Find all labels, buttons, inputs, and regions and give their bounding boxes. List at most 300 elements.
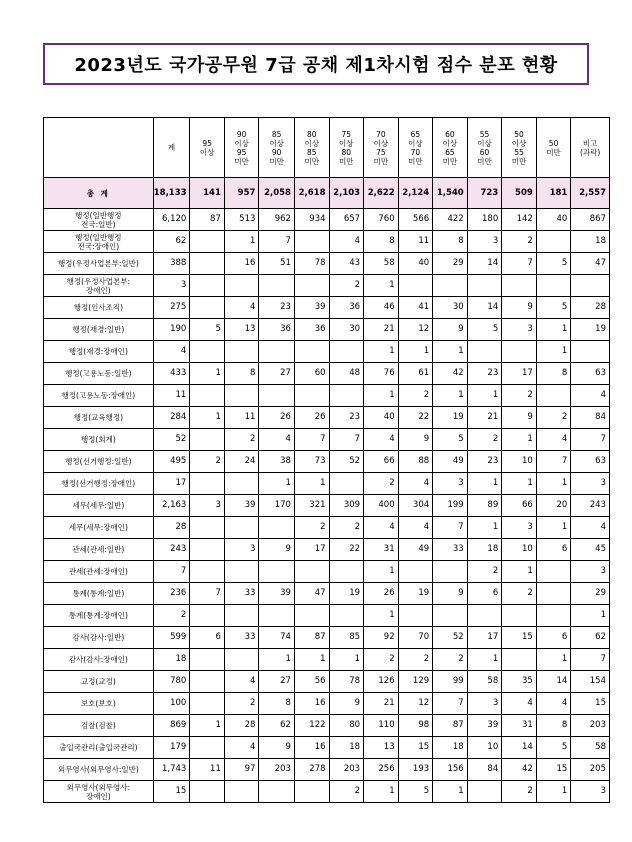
row-label: 행정(고용노동:장애인): [44, 385, 154, 407]
table-cell: 957: [224, 178, 259, 209]
row-label: 외무영사(외무영사:일반): [44, 759, 154, 781]
table-row: [44, 473, 610, 495]
table-cell: 26: [364, 583, 399, 605]
table-cell: 2: [153, 605, 190, 627]
table-cell: 38: [259, 451, 295, 473]
table-cell: 87: [294, 627, 329, 649]
table-cell: 89: [467, 495, 502, 517]
row-label: 외무영사(외무영사: 장애인): [44, 781, 154, 803]
table-row: [44, 275, 610, 297]
table-cell: 599: [153, 627, 190, 649]
table-row: [44, 385, 610, 407]
table-cell: 19: [571, 319, 610, 341]
table-cell: 6: [467, 583, 502, 605]
table-cell: 2,163: [153, 495, 190, 517]
table-cell: 2: [329, 517, 364, 539]
table-cell: 39: [294, 297, 329, 319]
table-cell: 7: [259, 231, 295, 253]
table-cell: 2: [224, 429, 259, 451]
table-cell: 2: [364, 649, 399, 671]
table-cell: 5: [433, 429, 468, 451]
table-cell: 40: [398, 253, 433, 275]
row-label: 행정(일반행정 전국:일반): [44, 209, 154, 231]
table-cell: 87: [433, 715, 468, 737]
table-cell: 1: [536, 341, 571, 363]
table-cell: 256: [364, 759, 399, 781]
table-cell: 1: [536, 649, 571, 671]
row-label: 세무(세무:일반): [44, 495, 154, 517]
table-cell: 110: [364, 715, 399, 737]
table-cell: 4: [224, 737, 259, 759]
table-cell: [294, 781, 329, 803]
table-cell: 62: [571, 627, 610, 649]
table-cell: 24: [224, 451, 259, 473]
table-cell: 2: [502, 583, 537, 605]
table-cell: [190, 781, 225, 803]
table-cell: 2,622: [364, 178, 399, 209]
table-cell: 47: [294, 583, 329, 605]
row-label: 행정(고용노동:일반): [44, 363, 154, 385]
table-cell: 4: [259, 429, 295, 451]
table-cell: 14: [502, 737, 537, 759]
row-label: 검찰(검찰): [44, 715, 154, 737]
table-cell: 7: [536, 451, 571, 473]
table-cell: 35: [502, 671, 537, 693]
table-row: [44, 671, 610, 693]
table-cell: 1: [433, 385, 468, 407]
table-cell: 203: [329, 759, 364, 781]
table-cell: 4: [398, 473, 433, 495]
table-cell: 19: [329, 583, 364, 605]
row-label: 통계(통계:장애인): [44, 605, 154, 627]
table-cell: 49: [398, 539, 433, 561]
table-cell: 4: [224, 671, 259, 693]
table-cell: [190, 693, 225, 715]
table-row: [44, 495, 610, 517]
table-cell: [571, 341, 610, 363]
table-cell: 15: [536, 759, 571, 781]
table-cell: 7: [571, 429, 610, 451]
table-cell: 8: [364, 231, 399, 253]
table-cell: [224, 605, 259, 627]
table-cell: 87: [190, 209, 225, 231]
table-cell: 11: [153, 385, 190, 407]
table-cell: [329, 341, 364, 363]
table-cell: 40: [536, 209, 571, 231]
table-cell: [190, 561, 225, 583]
table-cell: 51: [259, 253, 295, 275]
table-cell: 199: [433, 495, 468, 517]
table-cell: 1: [536, 319, 571, 341]
table-cell: [398, 561, 433, 583]
table-cell: 27: [259, 671, 295, 693]
table-cell: 6: [190, 627, 225, 649]
table-row: [44, 627, 610, 649]
table-cell: 23: [467, 451, 502, 473]
table-row: [44, 715, 610, 737]
row-label: 행정(재경:장애인): [44, 341, 154, 363]
table-cell: 29: [433, 253, 468, 275]
table-cell: 28: [153, 517, 190, 539]
table-cell: 2,618: [294, 178, 329, 209]
table-cell: 657: [329, 209, 364, 231]
table-row: [44, 693, 610, 715]
table-row: [44, 649, 610, 671]
table-cell: 28: [571, 297, 610, 319]
table-cell: 19: [433, 407, 468, 429]
table-cell: 52: [153, 429, 190, 451]
table-cell: 2: [433, 649, 468, 671]
table-cell: 33: [224, 583, 259, 605]
column-header: 65 이상 70 미만: [398, 118, 433, 178]
table-cell: 495: [153, 451, 190, 473]
table-cell: 1: [190, 407, 225, 429]
table-cell: 236: [153, 583, 190, 605]
table-row: [44, 561, 610, 583]
table-cell: [190, 649, 225, 671]
row-label: 관세(관세:장애인): [44, 561, 154, 583]
table-cell: 4: [364, 517, 399, 539]
table-cell: 16: [294, 737, 329, 759]
table-cell: [259, 341, 295, 363]
table-cell: 18: [571, 231, 610, 253]
table-cell: [294, 605, 329, 627]
table-cell: 26: [294, 407, 329, 429]
table-cell: 4: [536, 693, 571, 715]
table-cell: 388: [153, 253, 190, 275]
table-cell: [329, 473, 364, 495]
column-header: 70 이상 75 미만: [364, 118, 399, 178]
table-cell: 7: [571, 649, 610, 671]
table-cell: 41: [398, 297, 433, 319]
table-cell: 7: [329, 429, 364, 451]
table-cell: [467, 275, 502, 297]
table-cell: 1: [502, 473, 537, 495]
table-cell: 13: [364, 737, 399, 759]
table-cell: [259, 385, 295, 407]
table-cell: 284: [153, 407, 190, 429]
table-cell: 1: [190, 363, 225, 385]
table-cell: 2,058: [259, 178, 295, 209]
table-cell: 17: [153, 473, 190, 495]
table-cell: [224, 517, 259, 539]
table-cell: [190, 671, 225, 693]
table-cell: 3: [224, 539, 259, 561]
table-row: [44, 781, 610, 803]
row-label: 교정(교정): [44, 671, 154, 693]
table-cell: 4: [536, 429, 571, 451]
table-cell: 39: [224, 495, 259, 517]
table-cell: 3: [467, 693, 502, 715]
table-cell: 48: [329, 363, 364, 385]
column-header: 85 이상 90 미만: [259, 118, 295, 178]
table-cell: 1: [329, 649, 364, 671]
table-cell: 5: [467, 319, 502, 341]
table-row: [44, 539, 610, 561]
table-cell: 70: [398, 627, 433, 649]
table-cell: 1: [502, 429, 537, 451]
table-cell: 2: [329, 275, 364, 297]
table-row: [44, 341, 610, 363]
table-cell: 14: [536, 671, 571, 693]
table-cell: 16: [294, 693, 329, 715]
table-cell: 2: [224, 693, 259, 715]
table-cell: 92: [364, 627, 399, 649]
row-label: 통계(통계:일반): [44, 583, 154, 605]
table-cell: 33: [433, 539, 468, 561]
table-cell: [224, 385, 259, 407]
table-cell: 9: [398, 429, 433, 451]
table-cell: [502, 341, 537, 363]
table-cell: 14: [467, 253, 502, 275]
column-header: 50 미만: [536, 118, 571, 178]
table-cell: 80: [329, 715, 364, 737]
table-cell: 7: [190, 583, 225, 605]
table-cell: 31: [364, 539, 399, 561]
table-cell: 7: [433, 517, 468, 539]
table-cell: 4: [153, 341, 190, 363]
table-row: [44, 605, 610, 627]
table-cell: 170: [259, 495, 295, 517]
table-cell: 1: [467, 473, 502, 495]
table-cell: [433, 561, 468, 583]
table-cell: 780: [153, 671, 190, 693]
table-cell: 10: [502, 539, 537, 561]
table-cell: 98: [398, 715, 433, 737]
table-cell: 14: [467, 297, 502, 319]
column-header: 50 이상 55 미만: [502, 118, 537, 178]
table-cell: 934: [294, 209, 329, 231]
table-cell: [190, 473, 225, 495]
table-cell: 2: [398, 385, 433, 407]
row-label: 행정(선거행정:장애인): [44, 473, 154, 495]
table-cell: 11: [224, 407, 259, 429]
table-cell: 2: [467, 429, 502, 451]
table-cell: 78: [329, 671, 364, 693]
table-cell: 18: [433, 737, 468, 759]
table-cell: [190, 517, 225, 539]
table-cell: [190, 539, 225, 561]
table-cell: [398, 275, 433, 297]
table-cell: 3: [571, 561, 610, 583]
table-cell: 15: [502, 627, 537, 649]
table-cell: 156: [433, 759, 468, 781]
table-cell: 2,103: [329, 178, 364, 209]
table-cell: 7: [294, 429, 329, 451]
table-cell: 142: [502, 209, 537, 231]
table-cell: 19: [398, 583, 433, 605]
table-cell: [329, 385, 364, 407]
table-row: [44, 363, 610, 385]
table-cell: 4: [224, 297, 259, 319]
table-cell: 4: [398, 517, 433, 539]
table-cell: 17: [467, 627, 502, 649]
table-cell: 179: [153, 737, 190, 759]
table-cell: 40: [364, 407, 399, 429]
table-cell: 3: [571, 781, 610, 803]
table-cell: 76: [364, 363, 399, 385]
table-cell: 9: [259, 539, 295, 561]
table-cell: 122: [294, 715, 329, 737]
table-cell: [294, 231, 329, 253]
table-cell: 5: [536, 737, 571, 759]
table-cell: 43: [329, 253, 364, 275]
table-cell: 1: [571, 605, 610, 627]
table-cell: 66: [364, 451, 399, 473]
table-cell: 16: [224, 253, 259, 275]
table-cell: 2: [398, 649, 433, 671]
table-cell: 9: [433, 319, 468, 341]
table-cell: 23: [329, 407, 364, 429]
table-cell: 1: [536, 781, 571, 803]
table-cell: 11: [190, 759, 225, 781]
table-cell: 309: [329, 495, 364, 517]
table-cell: 1: [433, 341, 468, 363]
table-cell: 243: [571, 495, 610, 517]
table-cell: 39: [259, 583, 295, 605]
table-cell: 2: [329, 781, 364, 803]
table-cell: [329, 561, 364, 583]
table-cell: [536, 583, 571, 605]
row-label: 총 계: [44, 178, 154, 209]
table-cell: 2: [502, 231, 537, 253]
table-cell: [467, 341, 502, 363]
row-label: 관세(관세:일반): [44, 539, 154, 561]
table-cell: 867: [571, 209, 610, 231]
table-cell: 21: [467, 407, 502, 429]
table-cell: 1: [536, 517, 571, 539]
score-distribution-table: [43, 117, 610, 803]
row-label: 행정(회계): [44, 429, 154, 451]
row-label: 행정(일반행정 전국:장애인): [44, 231, 154, 253]
table-cell: 9: [502, 407, 537, 429]
column-header: [44, 118, 154, 178]
table-cell: 1: [364, 341, 399, 363]
table-cell: [571, 275, 610, 297]
table-cell: 28: [224, 715, 259, 737]
table-cell: [259, 275, 295, 297]
table-cell: 203: [259, 759, 295, 781]
column-header: 60 이상 65 미만: [433, 118, 468, 178]
table-cell: 6: [536, 539, 571, 561]
row-label: 행정(우정사업본부:일반): [44, 253, 154, 275]
table-cell: 6,120: [153, 209, 190, 231]
table-cell: 1: [364, 605, 399, 627]
row-label: 행정(교육행정): [44, 407, 154, 429]
table-cell: 1: [364, 561, 399, 583]
table-cell: 2: [502, 781, 537, 803]
row-label: 출입국관리(출입국관리): [44, 737, 154, 759]
table-cell: 2,124: [398, 178, 433, 209]
table-cell: 8: [536, 363, 571, 385]
table-cell: 52: [433, 627, 468, 649]
table-cell: 23: [467, 363, 502, 385]
table-cell: 22: [398, 407, 433, 429]
table-cell: 21: [364, 693, 399, 715]
table-cell: [294, 275, 329, 297]
table-cell: 275: [153, 297, 190, 319]
table-cell: 180: [467, 209, 502, 231]
table-cell: 2: [294, 517, 329, 539]
table-cell: 8: [224, 363, 259, 385]
table-cell: 141: [190, 178, 225, 209]
table-cell: 513: [224, 209, 259, 231]
table-cell: [398, 605, 433, 627]
table-cell: 13: [224, 319, 259, 341]
table-cell: [224, 341, 259, 363]
table-cell: 5: [190, 319, 225, 341]
header-row: [44, 118, 610, 178]
title-text: 2023년도 국가공무원 7급 공채 제1차시험 점수 분포 현황: [74, 55, 558, 76]
table-cell: 63: [571, 363, 610, 385]
table-row: [44, 517, 610, 539]
table-cell: 3: [190, 495, 225, 517]
table-cell: [259, 517, 295, 539]
table-cell: 1: [259, 649, 295, 671]
column-header: 75 이상 80 미만: [329, 118, 364, 178]
document-title: [43, 43, 589, 85]
table-cell: [433, 605, 468, 627]
column-header: 90 이상 95 미만: [224, 118, 259, 178]
table-cell: [433, 275, 468, 297]
table-cell: 422: [433, 209, 468, 231]
table-cell: 18: [329, 737, 364, 759]
table-cell: 1: [467, 649, 502, 671]
table-cell: 42: [502, 759, 537, 781]
table-cell: [224, 473, 259, 495]
column-header: 55 이상 60 미만: [467, 118, 502, 178]
table-cell: 26: [259, 407, 295, 429]
table-cell: 5: [536, 253, 571, 275]
table-cell: 2: [467, 561, 502, 583]
table-cell: 205: [571, 759, 610, 781]
table-cell: [536, 275, 571, 297]
table-cell: 154: [571, 671, 610, 693]
table-cell: 23: [259, 297, 295, 319]
table-cell: 4: [571, 385, 610, 407]
table-cell: 20: [536, 495, 571, 517]
table-cell: 17: [502, 363, 537, 385]
table-cell: 1: [294, 473, 329, 495]
table-cell: 8: [536, 715, 571, 737]
table-cell: 12: [398, 319, 433, 341]
table-cell: 1: [294, 649, 329, 671]
table-cell: 9: [329, 693, 364, 715]
table-cell: 2: [502, 385, 537, 407]
table-cell: 10: [502, 451, 537, 473]
table-cell: 49: [433, 451, 468, 473]
table-cell: 45: [571, 539, 610, 561]
table-cell: 9: [259, 737, 295, 759]
table-cell: 62: [259, 715, 295, 737]
row-label: 보호(보호): [44, 693, 154, 715]
table-cell: [190, 275, 225, 297]
table-cell: 58: [571, 737, 610, 759]
table-cell: 4: [329, 231, 364, 253]
table-cell: 66: [502, 495, 537, 517]
table-cell: 7: [153, 561, 190, 583]
table-cell: 7: [502, 253, 537, 275]
table-row: [44, 451, 610, 473]
table-cell: 31: [502, 715, 537, 737]
table-cell: 1: [224, 231, 259, 253]
table-cell: [294, 385, 329, 407]
table-cell: [294, 561, 329, 583]
row-label: 감사(감사:장애인): [44, 649, 154, 671]
table-cell: 36: [294, 319, 329, 341]
table-cell: 3: [153, 275, 190, 297]
table-cell: 4: [571, 517, 610, 539]
